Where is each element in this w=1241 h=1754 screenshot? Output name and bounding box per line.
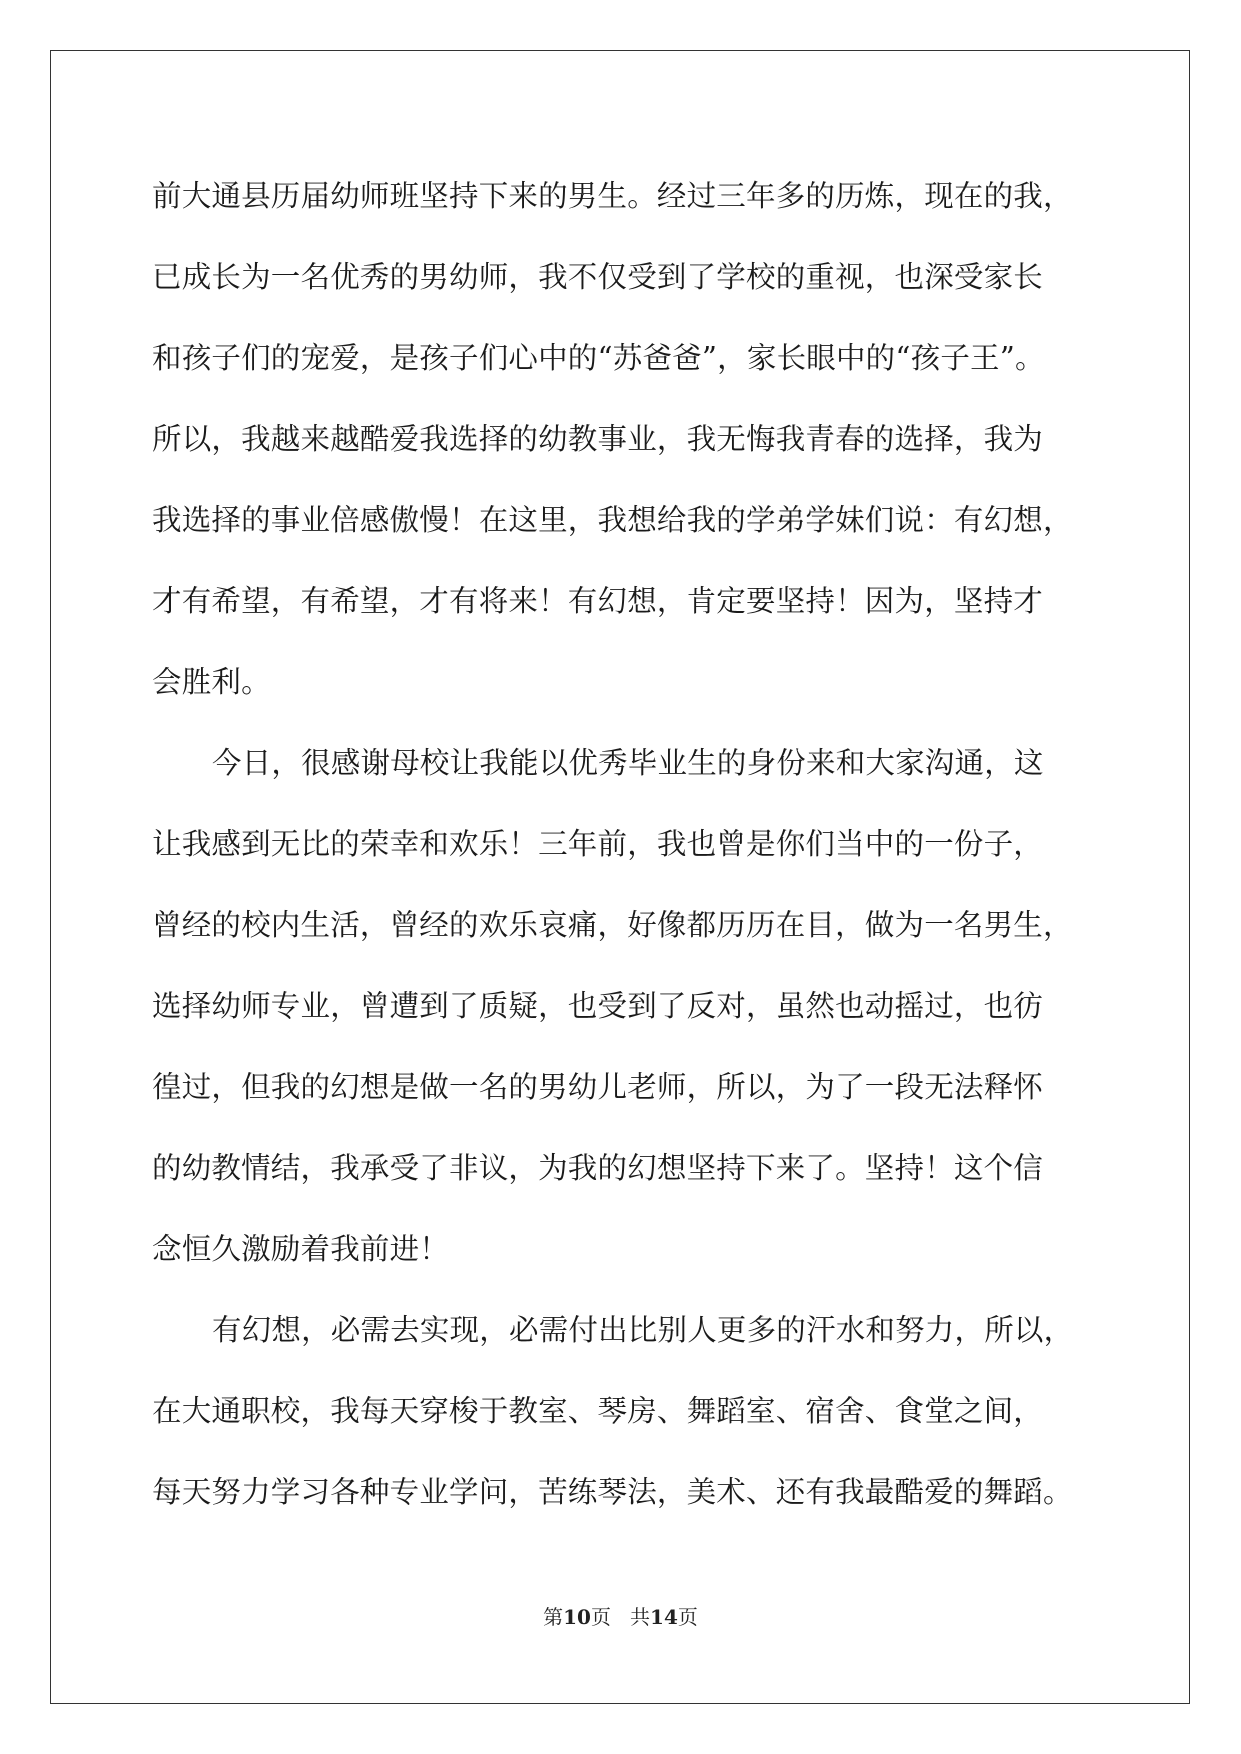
total-pages: 14 [650, 1605, 678, 1629]
page-suffix: 页 [590, 1605, 611, 1629]
text-line: 前大通县历届幼师班坚持下来的男生。经过三年多的历炼，现在的我， [152, 179, 1073, 213]
total-prefix: 共 [630, 1605, 651, 1629]
body-text [152, 156, 1092, 1533]
total-suffix: 页 [677, 1605, 698, 1629]
text-line: 徨过，但我的幻想是做一名的男幼儿老师，所以，为了一段无法释怀 [152, 1070, 1044, 1104]
paragraph-start-line: 今日，很感谢母校让我能以优秀毕业生的身份来和大家沟通，这 [212, 746, 1044, 780]
page-prefix: 第 [543, 1605, 564, 1629]
page-footer [0, 1601, 1241, 1630]
text-line: 选择幼师专业，曾遭到了质疑，也受到了反对，虽然也动摇过，也彷 [152, 989, 1044, 1023]
text-line: 才有希望，有希望，才有将来！有幻想，肯定要坚持！因为，坚持才 [152, 584, 1044, 618]
text-line: 在大通职校，我每天穿梭于教室、琴房、舞蹈室、宿舍、食堂之间， [152, 1394, 1044, 1428]
text-line: 每天努力学习各种专业学问，苦练琴法，美术、还有我最酷爱的舞蹈。 [152, 1475, 1073, 1509]
text-line: 让我感到无比的荣幸和欢乐！三年前，我也曾是你们当中的一份子， [152, 827, 1044, 861]
text-line: 念恒久激励着我前进！ [152, 1232, 450, 1266]
paragraph-start-line: 有幻想，必需去实现，必需付出比别人更多的汗水和努力，所以， [212, 1313, 1074, 1347]
page-number: 10 [563, 1605, 591, 1629]
text-line: 和孩子们的宠爱，是孩子们心中的“苏爸爸”，家长眼中的“孩子王”。 [152, 341, 1045, 375]
text-line: 曾经的校内生活，曾经的欢乐哀痛，好像都历历在目，做为一名男生， [152, 908, 1073, 942]
text-line: 会胜利。 [152, 665, 271, 699]
text-line: 已成长为一名优秀的男幼师，我不仅受到了学校的重视，也深受家长 [152, 260, 1044, 294]
text-line: 我选择的事业倍感傲慢！在这里，我想给我的学弟学妹们说：有幻想， [152, 503, 1073, 537]
text-line: 所以，我越来越酷爱我选择的幼教事业，我无悔我青春的选择，我为 [152, 422, 1044, 456]
text-line: 的幼教情结，我承受了非议，为我的幻想坚持下来了。坚持！这个信 [152, 1151, 1044, 1185]
